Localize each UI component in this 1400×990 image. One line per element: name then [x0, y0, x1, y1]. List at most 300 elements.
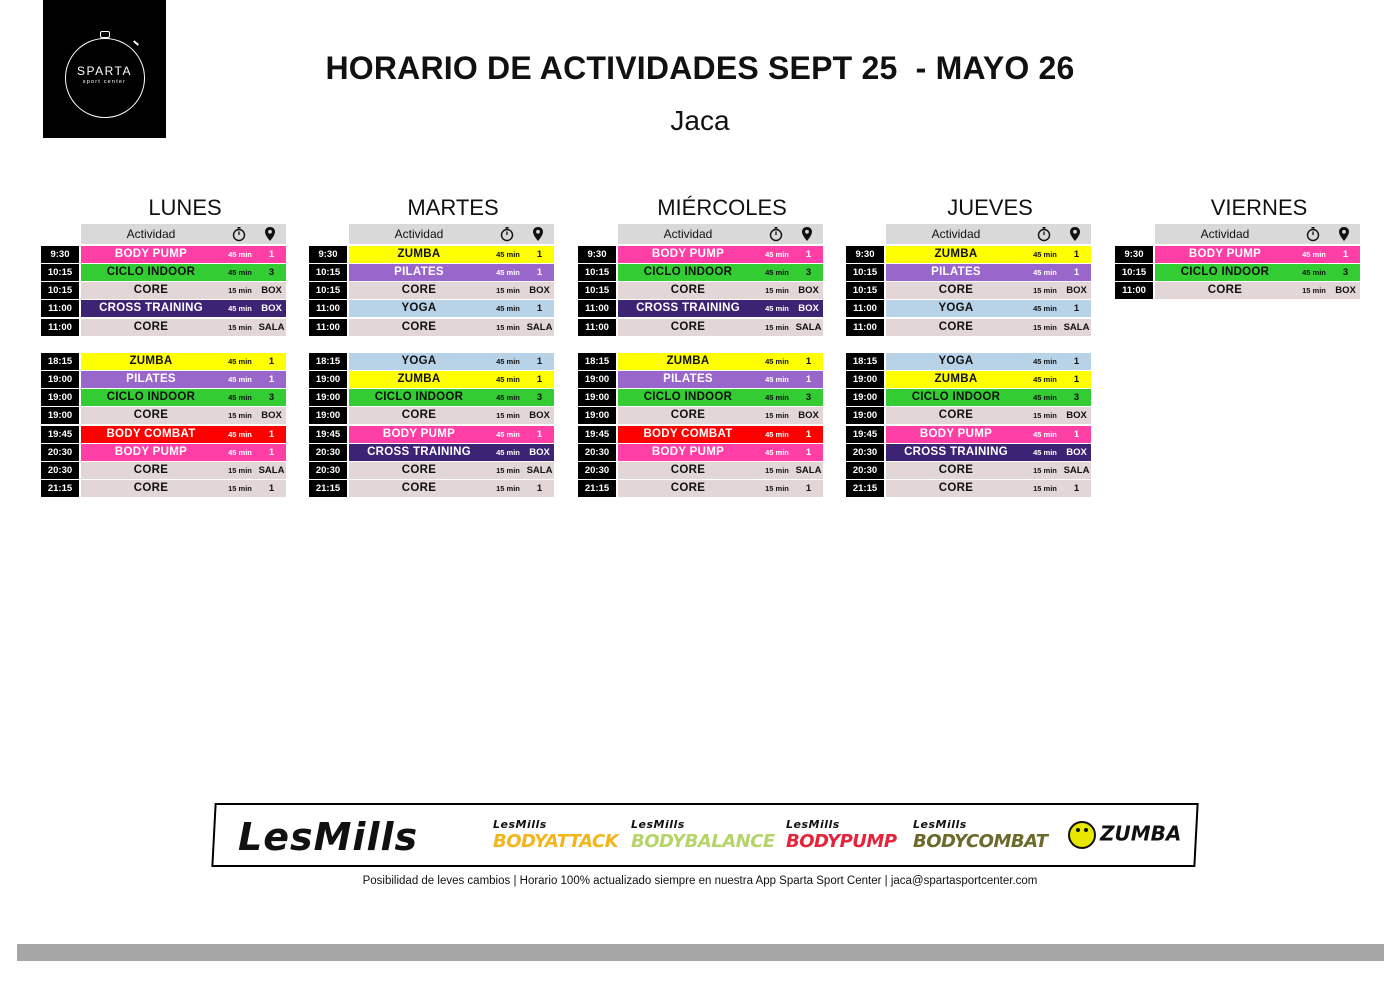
schedule-row	[578, 389, 823, 406]
class-duration: 15 min	[1033, 286, 1057, 296]
bodypump-text: BODYPUMP	[786, 831, 897, 852]
class-duration: 45 min	[1033, 304, 1057, 314]
class-activity: PILATES	[394, 266, 444, 279]
class-time: 9:30	[846, 246, 884, 263]
class-time: 19:00	[41, 371, 79, 388]
class-room: BOX	[261, 285, 282, 297]
lesmills-logo: LesMills	[238, 815, 419, 859]
class-time: 19:00	[578, 407, 616, 424]
class-activity: CICLO INDOOR	[374, 391, 464, 404]
schedule-row	[846, 444, 1091, 461]
class-room: 1	[536, 428, 543, 440]
class-duration: 45 min	[1033, 447, 1057, 457]
class-activity: CORE	[401, 463, 437, 476]
class-room: 1	[1073, 374, 1080, 386]
class-room: BOX	[1335, 285, 1356, 297]
class-room: SALA	[258, 464, 285, 476]
schedule-row	[846, 319, 1091, 336]
class-duration: 45 min	[1033, 429, 1057, 439]
schedule-row	[309, 264, 554, 281]
class-time: 10:15	[578, 282, 616, 299]
class-activity: BODY PUMP	[114, 445, 188, 458]
class-activity: ZUMBA	[397, 373, 441, 386]
class-cell	[349, 462, 554, 479]
bodyattack-logo	[493, 819, 618, 853]
class-duration: 15 min	[496, 484, 520, 494]
class-duration: 45 min	[496, 393, 520, 403]
class-room: 3	[268, 267, 275, 279]
schedule-row	[41, 246, 286, 263]
class-duration: 45 min	[496, 375, 520, 385]
class-duration: 45 min	[228, 304, 252, 314]
schedule-row	[1115, 264, 1360, 281]
class-time: 18:15	[578, 353, 616, 370]
class-room: BOX	[798, 410, 819, 422]
class-duration: 15 min	[496, 411, 520, 421]
schedule-row	[309, 480, 554, 497]
class-cell	[349, 282, 554, 299]
class-room: 3	[1342, 267, 1349, 279]
bodybalance-text: BODYBALANCE	[631, 831, 775, 852]
schedule-row	[578, 480, 823, 497]
class-time: 10:15	[41, 264, 79, 281]
table-header	[618, 224, 823, 244]
location-pin-icon	[1069, 226, 1081, 242]
schedule-row	[846, 246, 1091, 263]
class-activity: CROSS TRAINING	[99, 302, 203, 315]
class-cell	[81, 319, 286, 336]
class-activity: CORE	[401, 482, 437, 495]
stopwatch-knob	[100, 31, 110, 38]
class-activity: CORE	[670, 482, 706, 495]
class-duration: 45 min	[1302, 268, 1326, 278]
schedule-row	[578, 353, 823, 370]
schedule-row	[41, 426, 286, 443]
day-name: LUNES	[148, 195, 222, 220]
class-time: 19:00	[41, 389, 79, 406]
class-duration: 15 min	[1033, 322, 1057, 332]
class-cell	[618, 426, 823, 443]
schedule-row	[41, 319, 286, 336]
class-activity: BODY PUMP	[919, 427, 993, 440]
schedule-row	[578, 319, 823, 336]
schedule-row	[309, 426, 554, 443]
class-duration: 45 min	[228, 268, 252, 278]
stopwatch-lever	[133, 40, 139, 45]
class-cell	[349, 371, 554, 388]
class-room: SALA	[1063, 321, 1090, 333]
class-room: 1	[268, 249, 275, 260]
class-room: 3	[268, 392, 275, 404]
class-duration: 15 min	[765, 322, 789, 332]
class-duration: 15 min	[765, 484, 789, 494]
footer-bar	[17, 944, 1384, 961]
schedule-row	[846, 300, 1091, 317]
class-activity: PILATES	[126, 373, 176, 386]
class-time: 10:15	[309, 282, 347, 299]
class-time: 19:45	[846, 426, 884, 443]
class-activity: BODY COMBAT	[643, 427, 733, 440]
class-cell	[349, 264, 554, 281]
class-activity: CROSS TRAINING	[904, 445, 1008, 458]
class-time: 11:00	[578, 319, 616, 336]
class-duration: 45 min	[765, 429, 789, 439]
class-duration: 15 min	[496, 322, 520, 332]
class-room: 1	[536, 249, 543, 260]
class-duration: 45 min	[496, 268, 520, 278]
class-room: BOX	[1066, 285, 1087, 297]
activity-header: Actividad	[394, 227, 444, 241]
table-header	[886, 224, 1091, 244]
schedule-row	[309, 407, 554, 424]
class-cell	[886, 462, 1091, 479]
class-cell	[81, 246, 286, 263]
class-duration: 45 min	[1033, 357, 1057, 366]
schedule-row	[578, 426, 823, 443]
schedule-row	[578, 462, 823, 479]
class-time: 19:00	[846, 371, 884, 388]
class-duration: 45 min	[228, 429, 252, 439]
class-time: 11:00	[309, 319, 347, 336]
schedule-row	[846, 407, 1091, 424]
schedule-row	[41, 353, 286, 370]
class-cell	[886, 319, 1091, 336]
class-cell	[618, 462, 823, 479]
lesmills-small: LesMills	[493, 818, 547, 831]
class-cell	[618, 407, 823, 424]
class-cell	[81, 300, 286, 317]
sparta-logo	[43, 0, 166, 138]
class-room: 3	[536, 392, 543, 404]
schedule-row	[846, 426, 1091, 443]
class-activity: CORE	[670, 409, 706, 422]
class-cell	[1155, 246, 1360, 263]
class-cell	[886, 389, 1091, 406]
class-cell	[1155, 264, 1360, 281]
class-duration: 15 min	[228, 322, 252, 332]
class-duration: 45 min	[765, 250, 789, 259]
class-cell	[349, 353, 554, 370]
class-cell	[81, 371, 286, 388]
class-duration: 45 min	[228, 393, 252, 403]
class-duration: 15 min	[765, 286, 789, 296]
class-time: 21:15	[578, 480, 616, 497]
class-time: 19:00	[41, 407, 79, 424]
class-cell	[349, 389, 554, 406]
schedule-row	[309, 353, 554, 370]
class-time: 10:15	[846, 264, 884, 281]
class-activity: CORE	[938, 463, 974, 476]
class-duration: 15 min	[1033, 411, 1057, 421]
class-room: 1	[268, 428, 275, 440]
stopwatch-icon	[231, 226, 247, 242]
class-cell	[349, 300, 554, 317]
class-cell	[81, 407, 286, 424]
class-cell	[81, 282, 286, 299]
class-activity: CROSS TRAINING	[367, 445, 471, 458]
class-activity: CORE	[938, 320, 974, 333]
class-room: 1	[1073, 267, 1080, 279]
schedule-row	[41, 371, 286, 388]
schedule-row	[309, 462, 554, 479]
class-room: 1	[1073, 356, 1080, 367]
class-duration: 45 min	[1033, 268, 1057, 278]
class-activity: CORE	[670, 284, 706, 297]
schedule-row	[846, 480, 1091, 497]
class-activity: ZUMBA	[934, 248, 978, 260]
class-activity: BODY PUMP	[382, 427, 456, 440]
class-cell	[349, 319, 554, 336]
location-pin-icon	[264, 226, 276, 242]
class-activity: PILATES	[931, 266, 981, 279]
logo-sub: sport center	[82, 79, 127, 85]
class-duration: 45 min	[228, 357, 252, 366]
lesmills-small: LesMills	[913, 818, 967, 831]
class-room: SALA	[1063, 464, 1090, 476]
schedule-row	[578, 300, 823, 317]
class-room: 1	[805, 446, 812, 458]
class-activity: YOGA	[401, 355, 437, 367]
class-time: 20:30	[578, 462, 616, 479]
class-cell	[349, 246, 554, 263]
class-time: 11:00	[846, 300, 884, 317]
stopwatch-icon	[768, 226, 784, 242]
class-cell	[81, 353, 286, 370]
class-time: 20:30	[309, 444, 347, 461]
class-time: 20:30	[846, 462, 884, 479]
schedule-row	[846, 264, 1091, 281]
class-activity: CORE	[938, 482, 974, 495]
class-time: 10:15	[578, 264, 616, 281]
schedule-row	[578, 246, 823, 263]
class-cell	[618, 353, 823, 370]
class-cell	[349, 407, 554, 424]
class-time: 19:00	[846, 389, 884, 406]
class-activity: YOGA	[938, 302, 974, 315]
class-room: BOX	[529, 410, 550, 422]
class-cell	[618, 319, 823, 336]
lesmills-small: LesMills	[631, 818, 685, 831]
class-duration: 45 min	[1033, 375, 1057, 385]
class-cell	[618, 444, 823, 461]
schedule-row	[578, 407, 823, 424]
class-activity: PILATES	[663, 373, 713, 386]
bodybalance-logo	[631, 819, 775, 853]
class-duration: 15 min	[228, 286, 252, 296]
class-room: 1	[268, 374, 275, 386]
class-room: 1	[1073, 303, 1080, 315]
class-duration: 45 min	[1033, 250, 1057, 259]
class-time: 19:00	[309, 407, 347, 424]
class-activity: CORE	[133, 482, 169, 495]
class-activity: CORE	[401, 409, 437, 422]
class-cell	[886, 407, 1091, 424]
class-activity: CICLO INDOOR	[643, 391, 733, 404]
class-cell	[81, 462, 286, 479]
class-room: BOX	[1066, 446, 1087, 458]
schedule-row	[41, 444, 286, 461]
class-activity: CORE	[401, 320, 437, 333]
stopwatch-icon	[499, 226, 515, 242]
class-room: 1	[805, 483, 812, 495]
class-cell	[349, 426, 554, 443]
schedule-row	[41, 407, 286, 424]
class-time: 9:30	[1115, 246, 1153, 263]
class-duration: 45 min	[765, 447, 789, 457]
class-duration: 45 min	[228, 375, 252, 385]
class-room: 3	[805, 392, 812, 404]
schedule-row	[846, 353, 1091, 370]
class-room: SALA	[526, 321, 553, 333]
class-activity: BODY COMBAT	[106, 427, 196, 440]
class-activity: ZUMBA	[934, 373, 978, 386]
class-room: 1	[268, 446, 275, 458]
class-room: SALA	[258, 321, 285, 333]
class-room: 3	[805, 267, 812, 279]
class-room: 3	[1073, 392, 1080, 404]
class-time: 9:30	[578, 246, 616, 263]
class-activity: CICLO INDOOR	[106, 266, 196, 279]
class-cell	[886, 300, 1091, 317]
bodypump-logo	[786, 819, 897, 853]
zumba-logo	[1068, 821, 1181, 849]
stopwatch-ring	[65, 38, 145, 118]
class-room: 1	[1073, 483, 1080, 495]
zumba-text: ZUMBA	[1100, 821, 1182, 846]
class-activity: CORE	[133, 284, 169, 297]
class-time: 19:00	[846, 407, 884, 424]
class-duration: 45 min	[1033, 393, 1057, 403]
class-time: 11:00	[846, 319, 884, 336]
class-activity: CORE	[670, 463, 706, 476]
class-activity: ZUMBA	[666, 355, 710, 367]
schedule-row	[309, 371, 554, 388]
schedule-row	[41, 389, 286, 406]
class-duration: 45 min	[228, 447, 252, 457]
class-time: 11:00	[41, 319, 79, 336]
bodycombat-logo	[913, 819, 1048, 853]
class-time: 9:30	[309, 246, 347, 263]
class-activity: YOGA	[938, 355, 974, 367]
class-time: 19:45	[309, 426, 347, 443]
schedule-row	[1115, 246, 1360, 263]
class-activity: BODY PUMP	[114, 248, 188, 260]
class-cell	[886, 353, 1091, 370]
class-duration: 15 min	[228, 465, 252, 475]
class-cell	[81, 444, 286, 461]
class-cell	[886, 426, 1091, 443]
class-time: 21:15	[309, 480, 347, 497]
class-duration: 15 min	[228, 411, 252, 421]
class-activity: BODY PUMP	[1188, 248, 1262, 260]
class-time: 19:00	[578, 371, 616, 388]
class-activity: CORE	[133, 463, 169, 476]
class-room: 1	[1073, 428, 1080, 440]
class-activity: CICLO INDOOR	[911, 391, 1001, 404]
class-cell	[618, 389, 823, 406]
class-time: 10:15	[846, 282, 884, 299]
class-duration: 45 min	[496, 447, 520, 457]
class-cell	[81, 480, 286, 497]
class-room: 1	[536, 356, 543, 367]
day-name: MARTES	[407, 195, 499, 220]
class-room: 1	[536, 303, 543, 315]
class-duration: 45 min	[765, 357, 789, 366]
schedule-row	[41, 300, 286, 317]
class-duration: 45 min	[765, 375, 789, 385]
class-activity: CORE	[133, 320, 169, 333]
class-cell	[886, 480, 1091, 497]
class-duration: 15 min	[496, 465, 520, 475]
class-room: SALA	[795, 321, 822, 333]
stopwatch-icon	[1036, 226, 1052, 242]
class-duration: 15 min	[496, 286, 520, 296]
class-activity: ZUMBA	[397, 248, 441, 260]
class-activity: CICLO INDOOR	[643, 266, 733, 279]
class-time: 10:15	[41, 282, 79, 299]
class-cell	[886, 246, 1091, 263]
class-time: 20:30	[41, 462, 79, 479]
class-room: SALA	[526, 464, 553, 476]
class-time: 20:30	[846, 444, 884, 461]
location-pin-icon	[532, 226, 544, 242]
schedule-row	[41, 462, 286, 479]
schedule-row	[41, 282, 286, 299]
lesmills-small: LesMills	[786, 818, 840, 831]
class-cell	[618, 371, 823, 388]
class-activity: CORE	[133, 409, 169, 422]
class-activity: CICLO INDOOR	[106, 391, 196, 404]
class-time: 18:15	[41, 353, 79, 370]
schedule-row	[846, 371, 1091, 388]
class-time: 21:15	[41, 480, 79, 497]
class-cell	[81, 389, 286, 406]
class-room: 1	[536, 483, 543, 495]
footer-note: Posibilidad de leves cambios | Horario 100% actualizado siempre en nuestra App Sparta Sport Center | jaca@spartasportcenter.com	[362, 875, 1038, 887]
class-time: 10:15	[1115, 264, 1153, 281]
class-activity: BODY PUMP	[651, 445, 725, 458]
class-cell	[349, 444, 554, 461]
class-room: 1	[1073, 249, 1080, 260]
class-cell	[886, 444, 1091, 461]
class-duration: 15 min	[228, 484, 252, 494]
class-time: 19:45	[41, 426, 79, 443]
location-pin-icon	[801, 226, 813, 242]
table-header	[349, 224, 554, 244]
class-time: 10:15	[309, 264, 347, 281]
day-name: VIERNES	[1210, 195, 1308, 220]
schedule-row	[846, 462, 1091, 479]
logo-brand: SPARTA	[76, 64, 132, 78]
stopwatch-icon	[1305, 226, 1321, 242]
class-activity: ZUMBA	[129, 355, 173, 367]
class-duration: 45 min	[1302, 250, 1326, 259]
class-time: 18:15	[309, 353, 347, 370]
class-duration: 45 min	[496, 304, 520, 314]
class-time: 18:15	[846, 353, 884, 370]
activity-header: Actividad	[931, 227, 981, 241]
class-room: BOX	[798, 285, 819, 297]
class-activity: CORE	[938, 409, 974, 422]
class-room: 1	[268, 483, 275, 495]
class-activity: CORE	[670, 320, 706, 333]
table-header	[1155, 224, 1360, 244]
class-time: 20:30	[309, 462, 347, 479]
class-room: BOX	[529, 285, 550, 297]
class-cell	[618, 300, 823, 317]
class-duration: 15 min	[765, 465, 789, 475]
class-duration: 45 min	[765, 268, 789, 278]
